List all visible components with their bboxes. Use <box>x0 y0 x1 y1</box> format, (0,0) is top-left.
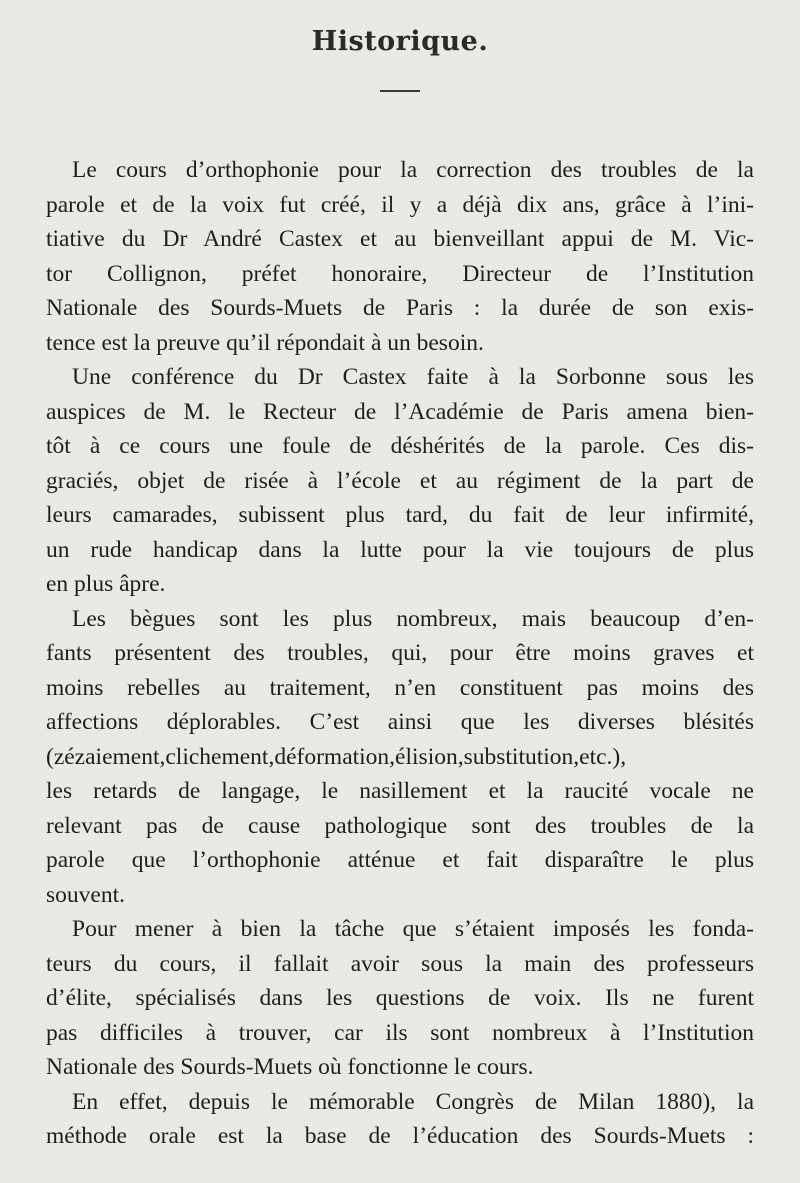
body-text <box>46 153 754 1154</box>
text-line: méthode orale est la base de l’éducation des Sourds-Muets : <box>46 1123 754 1149</box>
text-line: un rude handicap dans la lutte pour la vie toujours de plus <box>46 536 754 563</box>
text-line: Nationale des Sourds-Muets de Paris : la durée de son exis- <box>46 295 754 321</box>
text-line: d’élite, spécialisés dans les questions de voix. Ils ne furent <box>46 985 754 1011</box>
text-line: Les bègues sont les plus nombreux, mais beaucoup d’en- <box>72 605 754 632</box>
text-line: auspices de M. le Recteur de l’Académie de Paris amena bien- <box>46 398 754 425</box>
page-title: Historique. <box>311 26 489 57</box>
text-line: moins rebelles au traitement, n’en constituent pas moins des <box>46 674 754 701</box>
text-line: pas difficiles à trouver, car ils sont nombreux à l’Institution <box>46 1019 754 1046</box>
text-line: tiative du Dr André Castex et au bienveillant appui de M. Vic- <box>46 226 754 252</box>
text-line: affections déplorables. C’est ainsi que les diverses blésités <box>46 709 754 735</box>
text-line: leurs camarades, subissent plus tard, du fait de leur infirmité, <box>46 502 754 528</box>
text-line: parole que l’orthophonie atténue et fait disparaître le plus <box>46 847 754 873</box>
text-line: relevant pas de cause pathologique sont des troubles de la <box>46 812 754 839</box>
paragraph <box>46 153 754 360</box>
paragraph <box>46 1085 754 1154</box>
text-line: tor Collignon, préfet honoraire, Directeur de l’Institution <box>46 260 754 287</box>
text-line: tôt à ce cours une foule de déshérités de la parole. Ces dis- <box>46 433 754 459</box>
text-line: teurs du cours, il fallait avoir sous la main des professeurs <box>46 950 754 977</box>
text-line: Une conférence du Dr Castex faite à la Sorbonne sous les <box>72 364 754 390</box>
text-line: Pour mener à bien la tâche que s’étaient imposés les fonda- <box>72 916 754 942</box>
paragraph <box>46 912 754 1085</box>
title-divider <box>380 90 420 92</box>
text-line: tence est la preuve qu’il répondait à un besoin. <box>46 329 484 356</box>
text-line: souvent. <box>46 881 125 908</box>
text-line: graciés, objet de risée à l’école et au régiment de la part de <box>46 467 754 494</box>
text-line: parole et de la voix fut créé, il y a déjà dix ans, grâce à l’ini- <box>46 191 754 218</box>
text-line: Nationale des Sourds-Muets où fonctionne le cours. <box>46 1054 534 1080</box>
text-line: les retards de langage, le nasillement et la raucité vocale ne <box>46 778 754 804</box>
text-line: fants présentent des troubles, qui, pour être moins graves et <box>46 640 754 666</box>
text-line: (zézaiement,clichement,déformation,élision,substitution,etc.), <box>46 743 627 770</box>
text-line: Le cours d’orthophonie pour la correction des troubles de la <box>72 157 754 183</box>
paragraph <box>46 360 754 602</box>
text-line: En effet, depuis le mémorable Congrès de Milan 1880), la <box>72 1088 754 1115</box>
paragraph <box>46 602 754 913</box>
text-line: en plus âpre. <box>46 571 166 597</box>
